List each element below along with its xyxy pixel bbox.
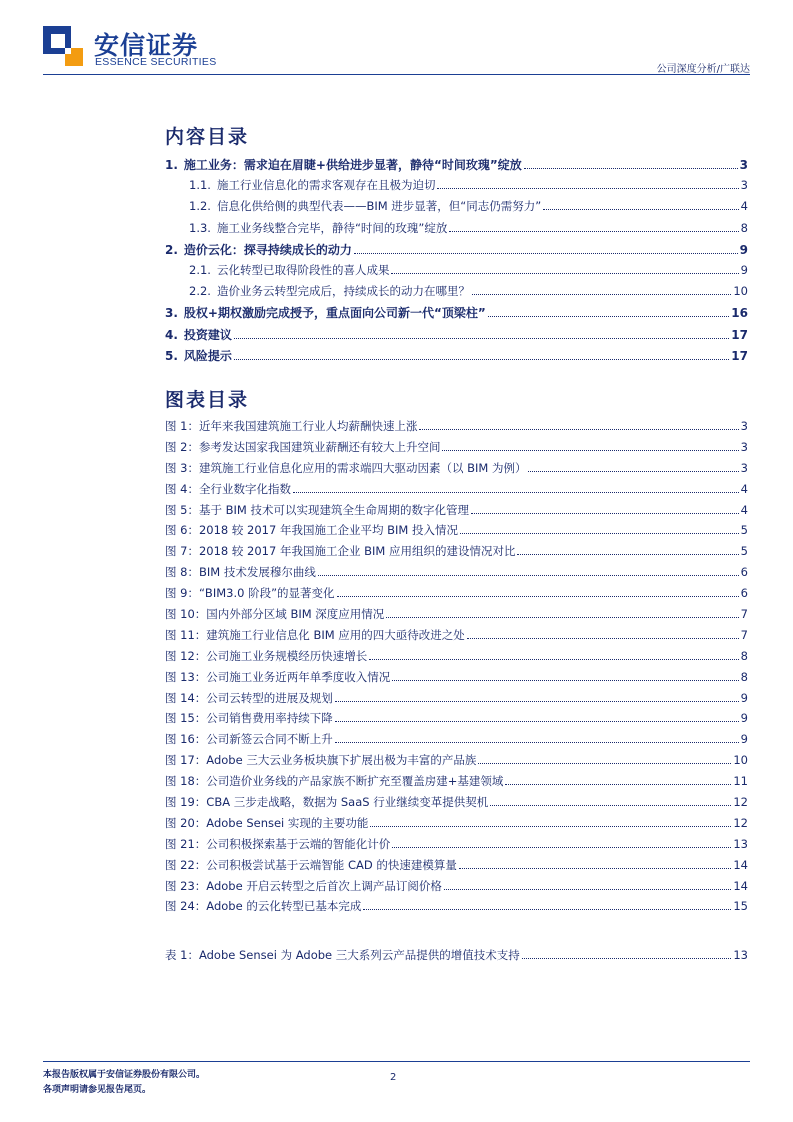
entry-page-number: 7 [740, 627, 748, 642]
dot-leader [505, 784, 731, 785]
dot-leader [391, 273, 738, 274]
brand-name-en: ESSENCE SECURITIES [95, 56, 217, 68]
entry-number: 3. [165, 306, 178, 321]
entry-page-number: 7 [740, 607, 748, 622]
toc-chapter-entry[interactable] [165, 304, 748, 325]
entry-number: 1.2. [189, 199, 211, 214]
entry-page-number: 3 [740, 178, 748, 193]
dot-leader [517, 554, 738, 555]
figure-entry[interactable] [165, 564, 748, 585]
figure-entry[interactable] [165, 627, 748, 648]
entry-label: 图 2：参考发达国家我国建筑业薪酬还有较大上升空间 [165, 439, 441, 454]
entry-label: 风险提示 [183, 348, 232, 363]
entry-page-number: 8 [740, 669, 748, 684]
entry-label: 股权+期权激励完成授予，重点面向公司新一代“顶梁柱” [183, 306, 486, 321]
dot-leader [363, 909, 731, 910]
brand-name-cn: 安信证券 [94, 31, 199, 60]
figure-entry[interactable] [165, 522, 748, 543]
entry-page-number: 9 [740, 690, 748, 705]
entry-number: 2.1. [189, 262, 211, 277]
entry-label: 图 21：公司积极探索基于云端的智能化计价 [165, 836, 391, 851]
entry-label: 图 13：公司施工业务近两年单季度收入情况 [165, 669, 391, 684]
entry-page-number: 12 [733, 795, 748, 810]
entry-label: 图 8：BIM 技术发展穆尔曲线 [165, 565, 316, 580]
entry-label: 图 4：全行业数字化指数 [165, 481, 291, 496]
figure-entry[interactable] [165, 815, 748, 836]
entry-page-number: 5 [740, 523, 748, 538]
report-tag: 公司深度分析/广联达 [656, 64, 750, 75]
figure-entry[interactable] [165, 585, 748, 606]
dot-leader [293, 492, 739, 493]
entry-page-number: 4 [740, 199, 748, 214]
toc-chapter-entry[interactable] [165, 156, 748, 177]
entry-label: 图 9：“BIM3.0 阶段”的显著变化 [165, 586, 335, 601]
figure-entry[interactable] [165, 878, 748, 899]
dot-leader [369, 659, 738, 660]
entry-label: 图 17：Adobe 三大云业务板块旗下扩展出极为丰富的产品族 [165, 753, 477, 768]
entry-label: 云化转型已取得阶段性的喜人成果 [216, 262, 390, 277]
entry-label: 图 14：公司云转型的进展及规划 [165, 690, 333, 705]
entry-number: 5. [165, 348, 178, 363]
dot-leader [444, 889, 732, 890]
entry-label: 图 6：2018 较 2017 年我国施工企业平均 BIM 投入情况 [165, 523, 458, 538]
figure-entry[interactable] [165, 418, 748, 439]
footer-disclaimer [43, 1068, 205, 1098]
entry-page-number: 10 [733, 284, 748, 299]
essence-logo-icon [43, 26, 83, 66]
entry-page-number: 14 [733, 878, 748, 893]
dot-leader [478, 763, 731, 764]
dot-leader [467, 638, 739, 639]
figure-entry[interactable] [165, 481, 748, 502]
entry-label: 施工行业信息化的需求客观存在且极为迫切 [216, 178, 436, 193]
entry-page-number: 4 [740, 481, 748, 496]
header-divider [43, 74, 750, 75]
entry-label: 施工业务线整合完毕，静待“时间的玫瑰”绽放 [216, 220, 448, 235]
entry-label: 图 11：建筑施工行业信息化 BIM 应用的四大亟待改进之处 [165, 627, 465, 642]
entry-label: 图 23：Adobe 开启云转型之后首次上调产品订阅价格 [165, 878, 442, 893]
figure-entry[interactable] [165, 752, 748, 773]
entry-page-number: 5 [740, 544, 748, 559]
dot-leader [488, 316, 730, 317]
entry-label: 图 19：CBA 三步走战略，数据为 SaaS 行业继续变革提供契机 [165, 795, 489, 810]
dot-leader [370, 826, 731, 827]
entry-label: 图 5：基于 BIM 技术可以实现建筑全生命周期的数字化管理 [165, 502, 469, 517]
dot-leader [449, 231, 738, 232]
entry-label: 图 10：国内外部分区域 BIM 深度应用情况 [165, 607, 385, 622]
entry-page-number: 12 [733, 815, 748, 830]
entry-page-number: 17 [731, 327, 748, 342]
figure-entry[interactable] [165, 710, 748, 731]
toc-section-entry[interactable] [165, 262, 748, 283]
entry-page-number: 3 [739, 158, 748, 172]
entry-label: 图 18：公司造价业务线的产品家族不断扩充至覆盖房建+基建领域 [165, 774, 504, 789]
entry-label: 图 16：公司新签云合同不断上升 [165, 732, 333, 747]
dot-leader [459, 868, 732, 869]
figure-entry[interactable] [165, 690, 748, 711]
figure-entry[interactable] [165, 648, 748, 669]
figure-entry[interactable] [165, 857, 748, 878]
dot-leader [524, 168, 738, 169]
figure-entry[interactable] [165, 669, 748, 690]
dot-leader [392, 847, 731, 848]
figures-title: 图表目录 [165, 389, 250, 411]
entry-label: 表 1：Adobe Sensei 为 Adobe 三大系列云产品提供的增值技术支持 [165, 948, 520, 962]
table-entry[interactable] [165, 947, 748, 968]
dot-leader [335, 721, 739, 722]
entry-page-number: 13 [733, 836, 748, 851]
dot-leader [437, 188, 738, 189]
entry-page-number: 14 [733, 857, 748, 872]
entry-label: 施工业务：需求迫在眉睫+供给进步显著，静待“时间玫瑰”绽放 [183, 158, 522, 172]
dot-leader [472, 294, 731, 295]
dot-leader [354, 253, 738, 254]
dot-leader [471, 513, 739, 514]
dot-leader [490, 805, 731, 806]
entry-page-number: 4 [740, 502, 748, 517]
figure-entry[interactable] [165, 606, 748, 627]
entry-page-number: 10 [733, 753, 748, 768]
dot-leader [528, 471, 738, 472]
dot-leader [335, 742, 739, 743]
entry-label: 图 3：建筑施工行业信息化应用的需求端四大驱动因素（以 BIM 为例） [165, 460, 527, 475]
dot-leader [234, 338, 729, 339]
figure-entry[interactable] [165, 898, 748, 919]
dot-leader [337, 596, 739, 597]
dot-leader [522, 958, 732, 959]
toc-section-entry[interactable] [165, 283, 748, 304]
entry-number: 2. [165, 242, 178, 257]
page-number: 2 [390, 1072, 397, 1083]
dot-leader [234, 359, 729, 360]
dot-leader [386, 617, 738, 618]
entry-label: 图 12：公司施工业务规模经历快速增长 [165, 648, 368, 663]
entry-number: 1.3. [189, 220, 211, 235]
figure-entry[interactable] [165, 543, 748, 564]
entry-label: 造价云化：探寻持续成长的动力 [183, 242, 352, 257]
entry-label: 造价业务云转型完成后，持续成长的动力在哪里？ [216, 284, 470, 299]
entry-page-number: 3 [740, 419, 748, 433]
footer-divider [43, 1061, 750, 1062]
entry-number: 4. [165, 327, 178, 342]
entry-page-number: 3 [740, 460, 748, 475]
entry-page-number: 9 [739, 242, 748, 257]
figure-entry[interactable] [165, 836, 748, 857]
toc-section-entry[interactable] [165, 177, 748, 198]
toc-title: 内容目录 [165, 126, 250, 148]
entry-page-number: 16 [731, 306, 748, 321]
entry-page-number: 13 [733, 948, 748, 962]
entry-page-number: 9 [740, 262, 748, 277]
figure-entry[interactable] [165, 460, 748, 481]
figure-entry[interactable] [165, 439, 748, 460]
toc-list [165, 156, 748, 368]
entry-label: 图 22：公司积极尝试基于云端智能 CAD 的快速建模算量 [165, 857, 457, 872]
entry-page-number: 8 [740, 648, 748, 663]
dot-leader [335, 701, 739, 702]
toc-chapter-entry[interactable] [165, 347, 748, 368]
entry-label: 图 20：Adobe Sensei 实现的主要功能 [165, 815, 369, 830]
page-header [0, 0, 793, 80]
entry-label: 信息化供给侧的典型代表——BIM 进步显著，但“同志仍需努力” [216, 199, 542, 214]
entry-page-number: 9 [740, 711, 748, 726]
toc-chapter-entry[interactable] [165, 326, 748, 347]
entry-page-number: 3 [740, 439, 748, 454]
toc-chapter-entry[interactable] [165, 241, 748, 262]
entry-label: 图 24：Adobe 的云化转型已基本完成 [165, 899, 362, 914]
toc-section-entry[interactable] [165, 198, 748, 219]
entry-page-number: 9 [740, 732, 748, 747]
dot-leader [318, 575, 739, 576]
figure-entry[interactable] [165, 773, 748, 794]
entry-page-number: 8 [740, 220, 748, 235]
footer-notice: 各项声明请参见报告尾页。 [43, 1085, 152, 1095]
entry-page-number: 15 [733, 899, 748, 914]
entry-label: 投资建议 [183, 327, 232, 342]
dot-leader [543, 209, 738, 210]
entry-page-number: 6 [740, 565, 748, 580]
figure-entry[interactable] [165, 731, 748, 752]
entry-page-number: 17 [731, 348, 748, 363]
dot-leader [460, 533, 739, 534]
entry-label: 图 1：近年来我国建筑施工行业人均薪酬快速上涨 [165, 419, 418, 433]
entry-label: 图 15：公司销售费用率持续下降 [165, 711, 333, 726]
figures-list [165, 418, 748, 919]
entry-number: 1.1. [189, 178, 211, 193]
entry-page-number: 6 [740, 586, 748, 601]
figure-entry[interactable] [165, 502, 748, 523]
footer-copyright: 本报告版权属于安信证券股份有限公司。 [43, 1070, 206, 1080]
dot-leader [419, 429, 738, 430]
entry-number: 2.2. [189, 284, 211, 299]
dot-leader [442, 450, 738, 451]
entry-number: 1. [165, 158, 178, 172]
figure-entry[interactable] [165, 794, 748, 815]
toc-section-entry[interactable] [165, 220, 748, 241]
dot-leader [392, 680, 738, 681]
entry-page-number: 11 [733, 774, 748, 789]
tables-list [165, 947, 748, 968]
entry-label: 图 7：2018 较 2017 年我国施工企业 BIM 应用组织的建设情况对比 [165, 544, 516, 559]
